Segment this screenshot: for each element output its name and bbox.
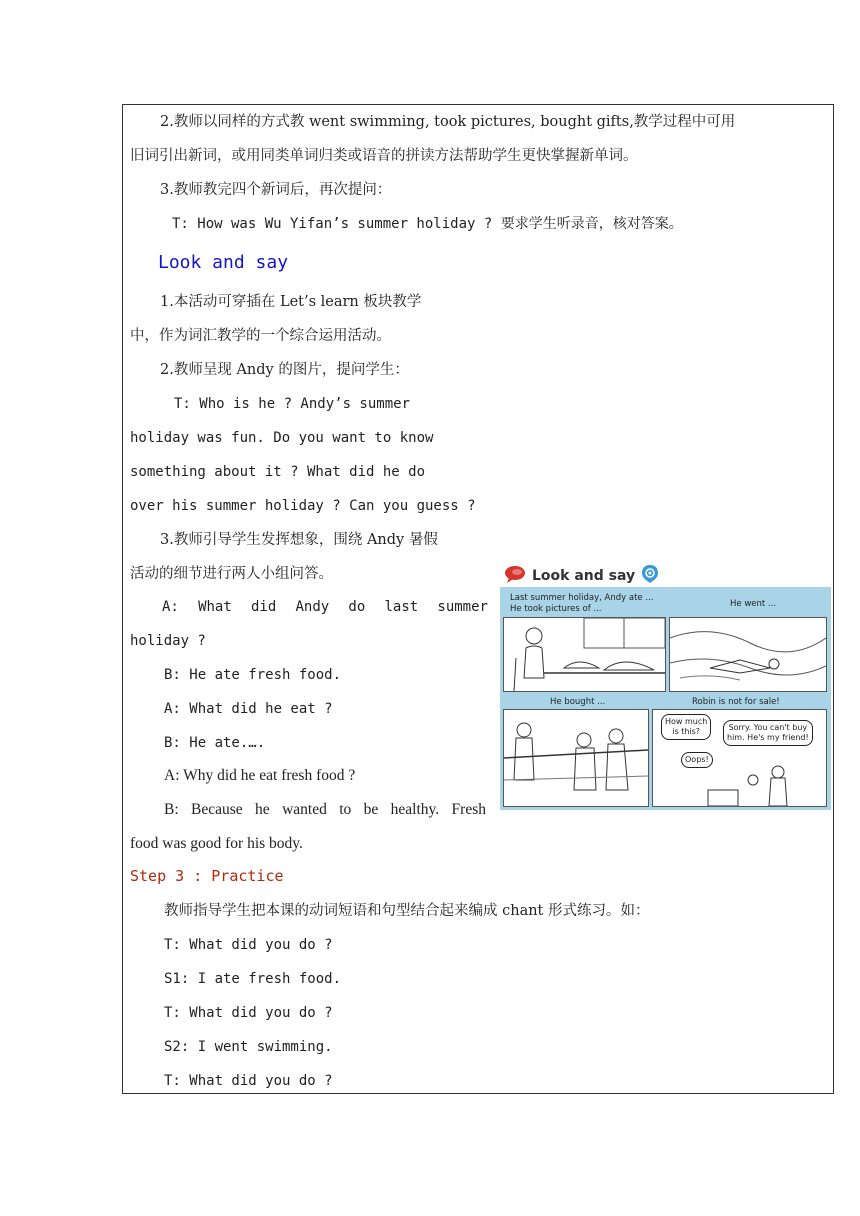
look-say-line-9: 活动的细节进行两人小组问答。 [130,566,333,582]
speech-bubble-sorry [723,720,813,746]
illustration-title-text: Look and say [532,568,636,584]
practice-line: S1: I ate fresh food. [164,971,342,987]
dialogue-b1: B: He ate fresh food. [164,667,342,683]
caption-panel-1a: Last summer holiday, Andy ate ... [510,593,654,603]
look-say-line-8: 3.教师引导学生发挥想象，围绕 Andy 暑假 [160,532,438,548]
dialogue-b3 [164,800,486,820]
dialogue-word: do [348,599,366,615]
bubble-text: is this? [672,727,701,736]
dialogue-word: summer [437,599,488,615]
caption-panel-4: Robin is not for sale! [692,697,780,707]
paragraph-teacher-question: T: How was Wu Yifan’s summer holiday ? 要求学生听录音，核对答案。 [172,216,683,232]
paragraph-ask-again: 3.教师教完四个新词后，再次提问： [160,182,392,198]
practice-line: T: What did you do ? [164,937,333,953]
dialogue-a2: A: What did he eat ? [164,701,333,717]
dialogue-word: A: [162,599,179,615]
caption-panel-1b: He took pictures of ... [510,604,602,614]
comic-panel-eating [503,617,666,692]
look-say-line-4: T: Who is he ? Andy’s summer [174,396,411,412]
bubble-text: Oops! [685,755,709,764]
practice-line: T: What did you do ? [164,1005,333,1021]
bubble-text: How much [665,717,708,726]
look-say-line-3: 2.教师呈现 Andy 的图片，提问学生： [160,362,409,378]
speech-logo-icon [504,565,526,587]
look-say-line-5: holiday was fun. Do you want to know [130,430,434,446]
dialogue-word: to [339,801,352,818]
dialogue-word: What [198,599,232,615]
bubble-text: Sorry. You can't buy [728,723,808,732]
dialogue-word: be [363,801,379,818]
dialogue-word: did [250,599,277,615]
dialogue-a1-continued: holiday ? [130,633,206,649]
look-say-line-7: over his summer holiday ? Can you guess ? [130,498,476,514]
dialogue-word: wanted [282,801,327,818]
dialogue-word: healthy. [390,801,440,818]
bubble-text: him. He's my friend! [727,733,809,742]
practice-intro: 教师指导学生把本课的动词短语和句型结合起来编成 chant 形式练习。如： [164,903,650,919]
comic-panels [500,587,831,810]
practice-heading: Step 3 : Practice [130,867,284,885]
dialogue-a3: A: Why did he eat fresh food ? [164,767,356,784]
caption-panel-2: He went ... [730,599,777,609]
dialogue-word: B: [164,801,179,818]
practice-line: S2: I went swimming. [164,1039,333,1055]
comic-panel-shopping [503,709,649,807]
look-say-line-1: 1.本活动可穿插在 Let’s learn 板块教学 [160,294,422,310]
speech-bubble-oops [681,752,713,768]
dialogue-b3-continued: food was good for his body. [130,835,303,852]
look-say-line-6: something about it ? What did he do [130,464,426,480]
dialogue-word: Fresh [451,801,486,818]
practice-line: T: What did you do ? [164,1073,333,1089]
dialogue-b2: B: He ate.…. [164,735,266,751]
speech-bubble-how-much [661,714,711,740]
dialogue-word: Andy [295,599,330,615]
dialogue-word: he [255,801,270,818]
dialogue-word: last [384,599,419,615]
dialogue-word: Because [191,801,243,818]
paragraph-teach-new-words-line1: 2.教师以同样的方式教 went swimming, took pictures, bought gifts,教学过程中可用 [160,114,736,130]
dialogue-a1 [162,597,488,617]
comic-panel-bird [652,709,827,807]
look-and-say-heading: Look and say [158,252,289,273]
comic-panel-swimming [669,617,827,692]
caption-panel-3: He bought ... [550,697,606,707]
paragraph-teach-new-words-line2: 旧词引出新词，或用同类单词归类或语音的拼读方法帮助学生更快掌握新单词。 [130,148,638,164]
look-and-say-illustration [500,560,831,810]
illustration-title [504,564,659,588]
look-say-line-2: 中，作为词汇教学的一个综合运用活动。 [130,328,391,344]
audio-icon [641,564,659,588]
